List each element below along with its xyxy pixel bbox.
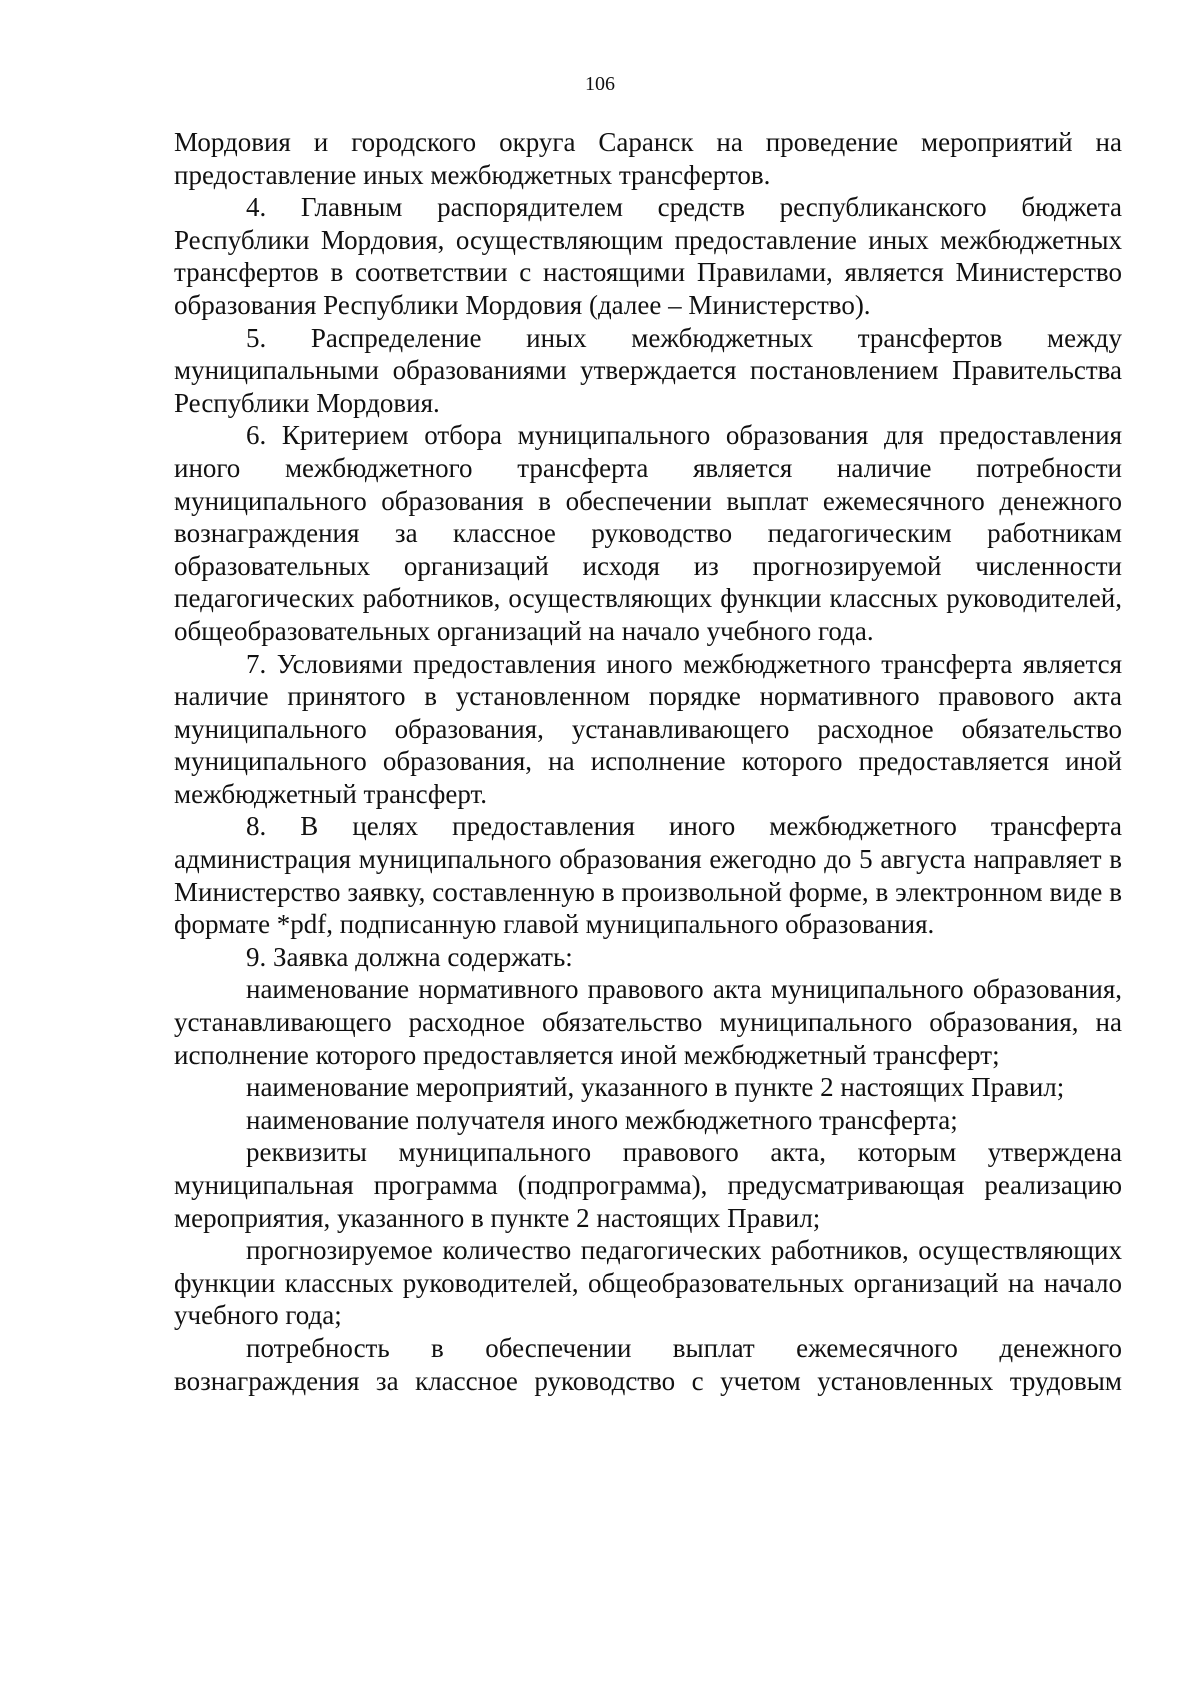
document-body	[174, 126, 1122, 1397]
list-item-forecast-count: прогнозируемое количество педагогических работников, осуществляющих функции классных руководителей, общеобразовательных организаций на начало учебного года;	[174, 1235, 1122, 1331]
paragraph-4: 4. Главным распорядителем средств республиканского бюджета Республики Мордовия, осуществляющим предоставление иных межбюджетных трансфертов в соответствии с настоящими Правилами, является Министерство образования Республики Мордовия (далее – Министерство).	[174, 192, 1122, 320]
page-number: 106	[585, 73, 615, 95]
list-item-act-details: реквизиты муниципального правового акта, которым утверждена муниципальная программа (подпрограмма), предусматривающая реализацию мероприятия, указанного в пункте 2 настоящих Правил;	[174, 1137, 1122, 1233]
paragraph-6: 6. Критерием отбора муниципального образования для предоставления иного межбюджетного трансферта является наличие потребности муниципального образования в обеспечении выплат ежемесячного денежного вознаграждения за классное руководство педагогическим работникам образовательных организаций исходя из прогнозируемой численности педагогических работников, осуществляющих функции классных руководителей, общеобразовательных организаций на начало учебного года.	[174, 420, 1122, 646]
paragraph-continuation: Мордовия и городского округа Саранск на проведение мероприятий на предоставление иных межбюджетных трансфертов.	[174, 127, 1122, 190]
list-item-measures-name: наименование мероприятий, указанного в пункте 2 настоящих Правил;	[246, 1072, 1065, 1103]
paragraph-7: 7. Условиями предоставления иного межбюджетного трансферта является наличие принятого в установленном порядке нормативного правового акта муниципального образования, устанавливающего расходное обязательство муниципального образования, на исполнение которого предоставляется иной межбюджетный трансферт.	[174, 648, 1122, 809]
paragraph-8: 8. В целях предоставления иного межбюджетного трансферта администрация муниципального образования ежегодно до 5 августа направляет в Министерство заявку, составленную в произвольной форме, в электронном виде в формате *pdf, подписанную главой муниципального образования.	[174, 811, 1122, 940]
list-item-payment-need: потребность в обеспечении выплат ежемесячного денежного вознаграждения за классное руководство с учетом установленных трудовым	[174, 1332, 1122, 1396]
paragraph-9: 9. Заявка должна содержать:	[246, 941, 573, 972]
list-item-recipient-name: наименование получателя иного межбюджетного трансферта;	[246, 1104, 958, 1135]
paragraph-5: 5. Распределение иных межбюджетных трансфертов между муниципальными образованиями утверждается постановлением Правительства Республики Мордовия.	[174, 322, 1122, 418]
list-item-act-name: наименование нормативного правового акта муниципального образования, устанавливающего расходное обязательство муниципального образования, на исполнение которого предоставляется иной межбюджетный трансферт;	[174, 974, 1122, 1070]
